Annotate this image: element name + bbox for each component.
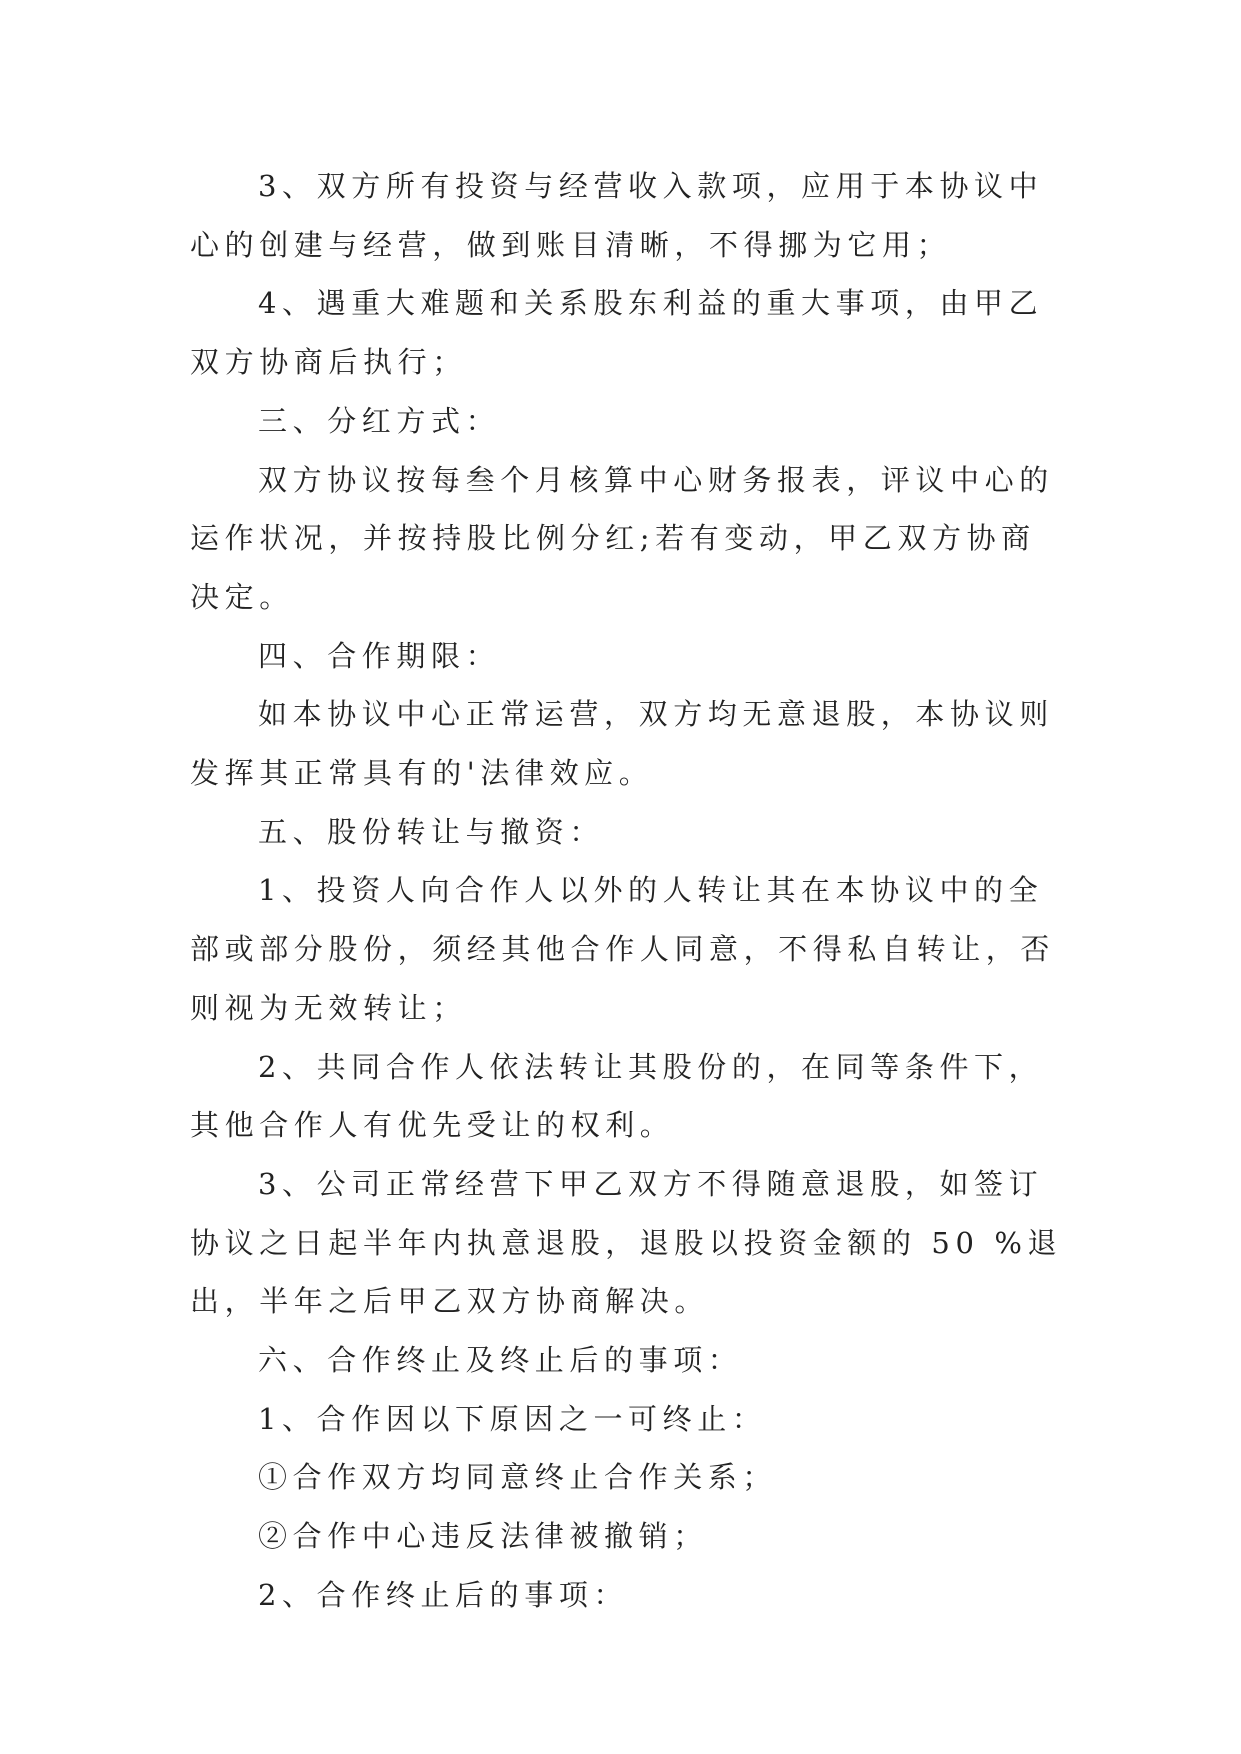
paragraph-term: 如本协议中心正常运营，双方均无意退股，本协议则发挥其正常具有的'法律效应。 — [190, 697, 1054, 791]
section-heading-dividends: 三、分红方式： — [258, 403, 501, 438]
paragraph-transfer-1: 1、投资人向合作人以外的人转让其在本协议中的全部或部分股份，须经其他合作人同意，不得私自转让，否则视为无效转让； — [190, 873, 1056, 1025]
paragraph-transfer-2: 2、共同合作人依法转让其股份的，在同等条件下，其他合作人有优先受让的权利。 — [190, 1049, 1044, 1143]
paragraph-dividends: 双方协议按每叁个月核算中心财务报表，评议中心的运作状况，并按持股比例分红;若有变动，甲乙双方协商决定。 — [190, 462, 1054, 614]
list-item-termination-b: ②合作中心违反法律被撤销； — [258, 1519, 708, 1554]
section-heading-term: 四、合作期限： — [258, 638, 501, 673]
paragraph-transfer-3: 3、公司正常经营下甲乙双方不得随意退股，如签订协议之日起半年内执意退股，退股以投资金额的 50 %退出，半年之后甲乙双方协商解决。 — [190, 1166, 1063, 1319]
paragraph-termination-1: 1、合作因以下原因之一可终止： — [258, 1401, 767, 1436]
section-heading-termination: 六、合作终止及终止后的事项： — [258, 1343, 743, 1378]
document-body — [190, 157, 1070, 1625]
paragraph-clause-4-major-matters: 4、遇重大难题和关系股东利益的重大事项，由甲乙双方协商后执行； — [190, 286, 1044, 380]
paragraph-termination-2: 2、合作终止后的事项： — [258, 1577, 629, 1612]
paragraph-clause-3-funds: 3、双方所有投资与经营收入款项，应用于本协议中心的创建与经营，做到账目清晰，不得挪为它用； — [190, 169, 1044, 262]
list-item-termination-a: ①合作双方均同意终止合作关系； — [258, 1460, 778, 1495]
section-heading-share-transfer: 五、股份转让与撤资： — [258, 814, 605, 849]
